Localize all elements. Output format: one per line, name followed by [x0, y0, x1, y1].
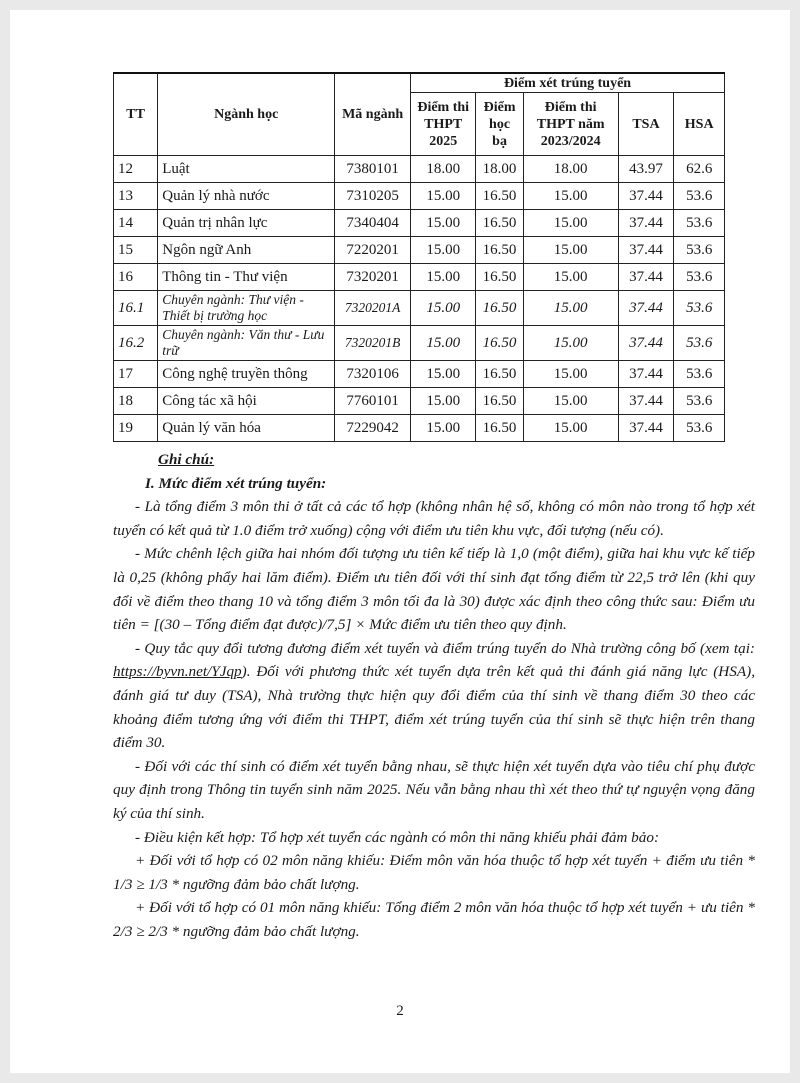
cell-thpt-2023-2024: 15.00	[523, 415, 618, 442]
note-paragraph: + Đối với tổ hợp có 01 môn năng khiếu: Tổng điểm 2 môn văn hóa thuộc tổ hợp xét tuyển + ưu tiên * 2/3 ≥ 2/3 * ngưỡng đảm bảo chất lượng.	[113, 899, 755, 940]
header-tt: TT	[114, 73, 158, 156]
cell-tsa: 37.44	[618, 210, 674, 237]
header-score-group: Điểm xét trúng tuyển	[411, 73, 725, 93]
header-hsa: HSA	[674, 93, 725, 156]
note-paragraph: - Đối với các thí sinh có điểm xét tuyển bằng nhau, sẽ thực hiện xét tuyển dựa vào tiêu chí phụ được quy định trong Thông tin tuyển sinh năm 2025. Nếu vẫn bằng nhau thì xét theo thứ tự nguyện vọng đăng ký của thí sinh.	[113, 757, 755, 822]
cell-tt: 12	[114, 156, 158, 183]
cell-tt: 14	[114, 210, 158, 237]
note-text: - Quy tắc quy đổi tương đương điểm xét tuyển và điểm trúng tuyển do Nhà trường công bố (xem tại:	[135, 639, 755, 657]
cell-thpt-2023-2024: 15.00	[523, 237, 618, 264]
cell-major: Quản trị nhân lực	[158, 210, 335, 237]
cell-hsa: 62.6	[674, 156, 725, 183]
cell-hoc-ba: 16.50	[476, 361, 523, 388]
table-row	[114, 415, 725, 442]
header-major: Ngành học	[158, 73, 335, 156]
cell-major: Ngôn ngữ Anh	[158, 237, 335, 264]
cell-thpt-2025: 15.00	[411, 291, 476, 326]
cell-code: 7320201A	[335, 291, 411, 326]
table-row	[114, 388, 725, 415]
cell-tt: 17	[114, 361, 158, 388]
cell-code: 7760101	[335, 388, 411, 415]
cell-tsa: 43.97	[618, 156, 674, 183]
cell-thpt-2023-2024: 15.00	[523, 388, 618, 415]
cell-hsa: 53.6	[674, 326, 725, 361]
cell-tsa: 37.44	[618, 361, 674, 388]
cell-tsa: 37.44	[618, 183, 674, 210]
cell-hsa: 53.6	[674, 183, 725, 210]
cell-thpt-2025: 15.00	[411, 237, 476, 264]
cell-thpt-2023-2024: 18.00	[523, 156, 618, 183]
table-row	[114, 183, 725, 210]
table-row	[114, 210, 725, 237]
notes-section-heading: I. Mức điểm xét trúng tuyển:	[145, 474, 327, 492]
cell-tsa: 37.44	[618, 291, 674, 326]
note-text: ). Đối với phương thức xét tuyển dựa trên kết quả thi đánh giá năng lực (HSA), đánh giá tư duy (TSA), Nhà trường thực hiện quy đổi điểm của thí sinh về thang điểm 30 theo các khoảng điểm tương ứng với điểm thi THPT, điểm xét trúng tuyển của thí sinh sẽ thực hiện trên thang điểm 30.	[113, 663, 755, 752]
cell-hsa: 53.6	[674, 210, 725, 237]
cell-major: Quản lý nhà nước	[158, 183, 335, 210]
cell-hoc-ba: 16.50	[476, 183, 523, 210]
cell-hoc-ba: 16.50	[476, 291, 523, 326]
header-thpt-2025: Điểm thi THPT 2025	[411, 93, 476, 156]
cell-tt: 16.2	[114, 326, 158, 361]
note-paragraph: - Mức chênh lệch giữa hai nhóm đối tượng ưu tiên kế tiếp là 1,0 (một điểm), giữa hai khu vực kế tiếp là 0,25 (không phẩy hai lăm điểm). Điểm ưu tiên đối với thí sinh đạt tổng điểm từ 22,5 trở lên (khi quy đổi về điểm theo thang 10 và tổng điểm 3 môn tối đa là 30) được xác định theo công thức sau: Điểm ưu tiên = [(30 – Tổng điểm đạt được)/7,5] × Mức điểm ưu tiên theo quy định.	[113, 545, 755, 634]
header-tsa: TSA	[618, 93, 674, 156]
cell-hsa: 53.6	[674, 264, 725, 291]
cell-thpt-2025: 15.00	[411, 326, 476, 361]
admission-score-table	[113, 72, 725, 442]
cell-thpt-2025: 15.00	[411, 388, 476, 415]
page-number: 2	[396, 1003, 404, 1019]
cell-thpt-2023-2024: 15.00	[523, 210, 618, 237]
note-paragraph	[113, 637, 755, 755]
cell-major: Luật	[158, 156, 335, 183]
cell-thpt-2023-2024: 15.00	[523, 264, 618, 291]
cell-tt: 19	[114, 415, 158, 442]
cell-code: 7320201B	[335, 326, 411, 361]
cell-tsa: 37.44	[618, 388, 674, 415]
table-row	[114, 156, 725, 183]
cell-hsa: 53.6	[674, 291, 725, 326]
cell-major: Chuyên ngành: Văn thư - Lưu trữ	[158, 326, 335, 361]
cell-tt: 18	[114, 388, 158, 415]
document-page	[10, 10, 790, 1073]
notes-title: Ghi chú:	[158, 451, 215, 468]
table-row	[114, 237, 725, 264]
header-code: Mã ngành	[335, 73, 411, 156]
cell-hsa: 53.6	[674, 388, 725, 415]
cell-thpt-2025: 15.00	[411, 264, 476, 291]
cell-hoc-ba: 16.50	[476, 388, 523, 415]
cell-code: 7320201	[335, 264, 411, 291]
header-hoc-ba: Điểm học bạ	[476, 93, 523, 156]
cell-thpt-2025: 15.00	[411, 210, 476, 237]
cell-hoc-ba: 16.50	[476, 415, 523, 442]
notes-section	[113, 448, 755, 943]
header-thpt-2023-2024: Điểm thi THPT năm 2023/2024	[523, 93, 618, 156]
cell-thpt-2025: 15.00	[411, 415, 476, 442]
cell-tt: 16	[114, 264, 158, 291]
cell-major: Công tác xã hội	[158, 388, 335, 415]
cell-tt: 13	[114, 183, 158, 210]
note-paragraph: - Là tổng điểm 3 môn thi ở tất cả các tổ hợp (không nhân hệ số, không có môn nào trong tổ hợp xét tuyển có kết quả từ 1.0 điểm trở xuống) cộng với điểm ưu tiên khu vực, đối tượng (nếu có).	[113, 498, 755, 539]
cell-hsa: 53.6	[674, 237, 725, 264]
cell-code: 7229042	[335, 415, 411, 442]
cell-hoc-ba: 16.50	[476, 326, 523, 361]
cell-major: Công nghệ truyền thông	[158, 361, 335, 388]
cell-hoc-ba: 16.50	[476, 237, 523, 264]
table-row	[114, 326, 725, 361]
cell-hoc-ba: 18.00	[476, 156, 523, 183]
table-row	[114, 361, 725, 388]
note-paragraph: + Đối với tổ hợp có 02 môn năng khiếu: Điểm môn văn hóa thuộc tổ hợp xét tuyển + điểm ưu tiên * 1/3 ≥ 1/3 * ngưỡng đảm bảo chất lượng.	[113, 852, 755, 893]
cell-tsa: 37.44	[618, 326, 674, 361]
cell-thpt-2025: 18.00	[411, 156, 476, 183]
cell-tsa: 37.44	[618, 237, 674, 264]
cell-tt: 15	[114, 237, 158, 264]
cell-major: Quản lý văn hóa	[158, 415, 335, 442]
conversion-rules-link[interactable]: https://byvn.net/YJqp	[113, 663, 242, 681]
cell-tsa: 37.44	[618, 264, 674, 291]
cell-hoc-ba: 16.50	[476, 264, 523, 291]
cell-hsa: 53.6	[674, 415, 725, 442]
cell-tt: 16.1	[114, 291, 158, 326]
cell-hoc-ba: 16.50	[476, 210, 523, 237]
cell-major: Chuyên ngành: Thư viện - Thiết bị trường học	[158, 291, 335, 326]
cell-thpt-2023-2024: 15.00	[523, 326, 618, 361]
cell-code: 7220201	[335, 237, 411, 264]
cell-major: Thông tin - Thư viện	[158, 264, 335, 291]
note-paragraph: - Điều kiện kết hợp: Tổ hợp xét tuyển các ngành có môn thi năng khiếu phải đảm bảo:	[135, 828, 660, 846]
cell-thpt-2023-2024: 15.00	[523, 361, 618, 388]
cell-code: 7380101	[335, 156, 411, 183]
cell-code: 7320106	[335, 361, 411, 388]
table-row	[114, 291, 725, 326]
cell-code: 7310205	[335, 183, 411, 210]
cell-code: 7340404	[335, 210, 411, 237]
cell-hsa: 53.6	[674, 361, 725, 388]
cell-thpt-2023-2024: 15.00	[523, 291, 618, 326]
cell-thpt-2025: 15.00	[411, 183, 476, 210]
table-row	[114, 264, 725, 291]
cell-tsa: 37.44	[618, 415, 674, 442]
cell-thpt-2025: 15.00	[411, 361, 476, 388]
cell-thpt-2023-2024: 15.00	[523, 183, 618, 210]
